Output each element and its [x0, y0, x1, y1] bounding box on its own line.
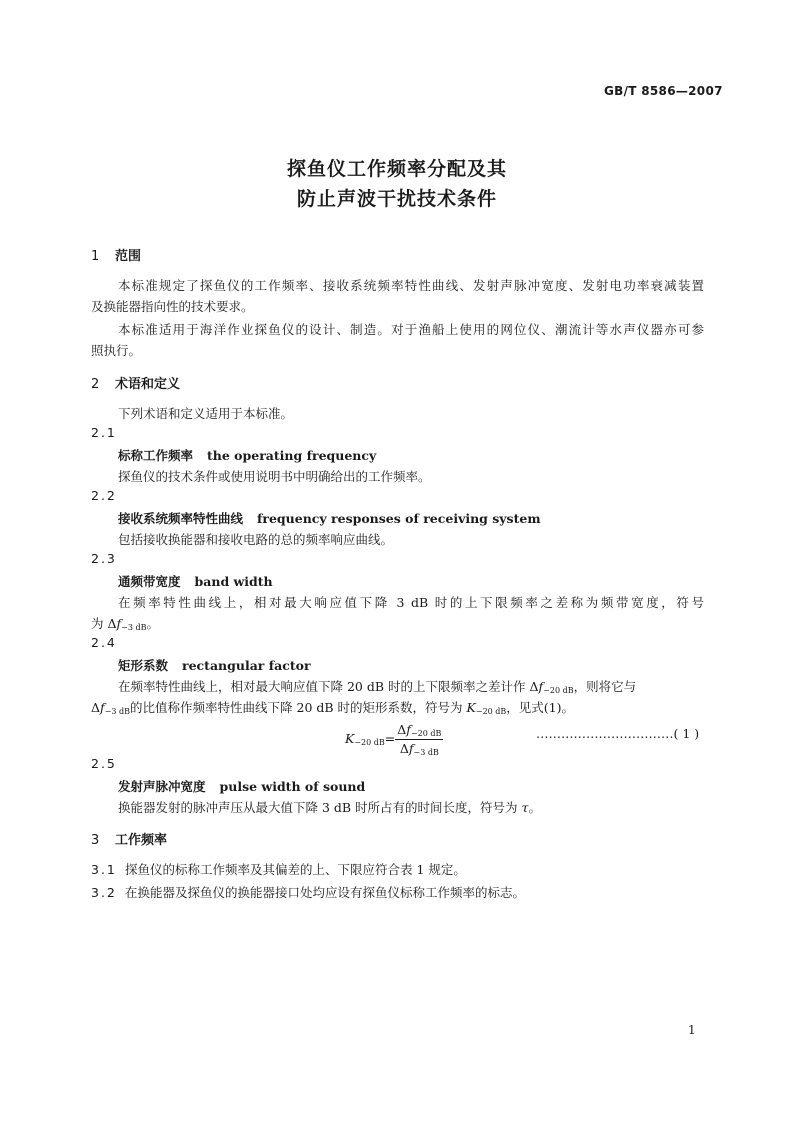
- variable: f: [406, 722, 411, 737]
- definition-2-3-line1: 在频率特性曲线上，相对最大响应值下降 3 dB 时的上下限频率之差称为频带宽度，符号: [118, 595, 704, 610]
- term-chinese: 通频带宽度: [118, 574, 181, 589]
- clause-number: 3.2: [91, 885, 117, 900]
- definition-2-2: 包括接收换能器和接收电路的总的频率响应曲线。: [118, 532, 394, 547]
- variable: K: [466, 700, 476, 715]
- text-fragment: 为 Δ: [91, 616, 117, 631]
- term-2-3: [118, 572, 273, 590]
- variable: τ: [521, 800, 529, 815]
- section-title: 范围: [115, 249, 142, 264]
- definition-2-5: [118, 798, 541, 816]
- subscript: −3 dB: [104, 707, 131, 716]
- clause-2-2-number: 2.2: [91, 488, 117, 503]
- text-fragment: 。: [528, 800, 541, 815]
- text-fragment: Δ: [397, 722, 407, 737]
- clause-3-1: [91, 860, 466, 878]
- page-number: 1: [688, 1023, 696, 1037]
- term-2-4: [118, 656, 311, 674]
- text-fragment: Δ: [399, 741, 409, 756]
- definition-2-3-line2: [91, 614, 159, 632]
- section-3-heading: [91, 829, 167, 848]
- term-2-5: [118, 777, 365, 795]
- clause-text: 探鱼仪的标称工作频率及其偏差的上、下限应符合表 1 规定。: [125, 862, 466, 877]
- text-fragment: Δ: [91, 700, 101, 715]
- text-fragment: ，则将它与: [573, 679, 637, 694]
- term-english: frequency responses of receiving system: [257, 511, 541, 526]
- standard-number: GB/T 8586—2007: [604, 84, 723, 98]
- term-2-2: [118, 509, 541, 527]
- clause-3-2: [91, 883, 525, 901]
- leader-dots: ……………………………: [536, 726, 674, 741]
- text-fragment: 。: [146, 616, 160, 631]
- term-2-1: [118, 446, 376, 464]
- subscript: −20 dB: [354, 738, 385, 747]
- definitions-intro: 下列术语和定义适用于本标准。: [118, 406, 294, 421]
- scope-paragraph-1-line2: 及换能器指向性的技术要求。: [91, 299, 254, 314]
- term-chinese: 接收系统频率特性曲线: [118, 511, 244, 526]
- document-title-line2: 防止声波干扰技术条件: [296, 188, 497, 210]
- formula-fraction: [395, 722, 443, 757]
- definition-2-4-line1: [118, 677, 636, 695]
- variable: f: [116, 616, 122, 631]
- subscript: −20 dB: [475, 707, 507, 716]
- scope-paragraph-1-line1: 本标准规定了探鱼仪的工作频率、接收系统频率特性曲线、发射声脉冲宽度、发射电功率衰减装置: [118, 278, 704, 293]
- term-english: the operating frequency: [207, 448, 377, 463]
- clause-2-1-number: 2.1: [91, 425, 117, 440]
- variable: f: [538, 679, 544, 694]
- clause-number: 3.1: [91, 862, 117, 877]
- subscript: −20 dB: [410, 729, 442, 738]
- subscript: −20 dB: [543, 686, 574, 695]
- clause-2-3-number: 2.3: [91, 551, 117, 566]
- section-number: 1: [91, 249, 100, 264]
- scope-paragraph-2-line2: 照执行。: [91, 343, 142, 358]
- section-1-heading: [91, 245, 141, 264]
- scope-paragraph-2-line1: 本标准适用于海洋作业探鱼仪的设计、制造。对于渔船上使用的网位仪、潮流计等水声仪器亦可参: [118, 322, 704, 337]
- text-fragment: 在频率特性曲线上，相对最大响应值下降 20 dB 时的上下限频率之差计作 Δ: [118, 679, 539, 694]
- subscript: −3 dB: [413, 748, 439, 757]
- term-english: rectangular factor: [182, 658, 311, 673]
- subscript: −3 dB: [121, 623, 147, 632]
- definition-2-1: 探鱼仪的技术条件或使用说明书中明确给出的工作频率。: [118, 469, 431, 484]
- section-title: 术语和定义: [115, 377, 181, 392]
- document-title-line1: 探鱼仪工作频率分配及其: [286, 158, 507, 180]
- formula-1-leader: [536, 726, 699, 741]
- section-2-heading: [91, 373, 180, 392]
- variable: f: [408, 741, 414, 756]
- clause-2-5-number: 2.5: [91, 756, 117, 771]
- section-title: 工作频率: [115, 833, 168, 848]
- variable: f: [100, 700, 105, 715]
- clause-text: 在换能器及探鱼仪的换能器接口处均应设有探鱼仪标称工作频率的标志。: [125, 885, 526, 900]
- term-chinese: 发射声脉冲宽度: [118, 779, 206, 794]
- fraction-numerator: [395, 722, 443, 740]
- text-fragment: 换能器发射的脉冲声压从最大值下降 3 dB 时所占有的时间长度，符号为: [118, 800, 522, 815]
- equals-sign: =: [384, 731, 396, 746]
- term-english: band width: [194, 574, 273, 589]
- formula-label: ( 1 ): [673, 726, 700, 741]
- formula-lhs-variable: K: [345, 731, 355, 746]
- fraction-denominator: [395, 740, 443, 757]
- term-chinese: 矩形系数: [118, 658, 169, 673]
- section-number: 3: [91, 833, 100, 848]
- clause-2-4-number: 2.4: [91, 635, 117, 650]
- term-english: pulse width of sound: [219, 779, 366, 794]
- text-fragment: 的比值称作频率特性曲线下降 20 dB 时的矩形系数，符号为: [130, 700, 467, 715]
- formula-1: [345, 722, 443, 757]
- term-chinese: 标称工作频率: [118, 448, 194, 463]
- text-fragment: ，见式(1)。: [506, 700, 575, 715]
- section-number: 2: [91, 377, 100, 392]
- definition-2-4-line2: [91, 698, 574, 716]
